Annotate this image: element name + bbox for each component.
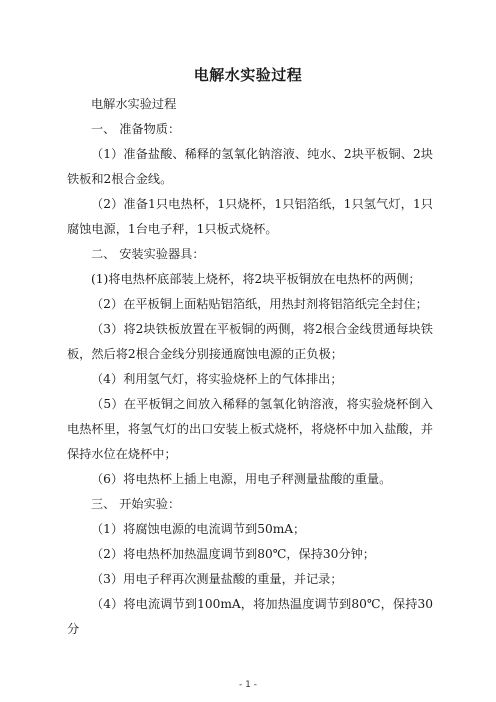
paragraph: （2）准备1只电热杯，1只烧杯，1只铝箔纸，1只氢气灯，1只腐蚀电源，1台电子秤，1只板式烧杯。 xyxy=(67,197,433,236)
paragraph: （6）将电热杯上插上电源，用电子秤测量盐酸的重量。 xyxy=(91,472,392,486)
section-heading: 一、 准备物质： xyxy=(91,122,181,136)
document-title: 电解水实验过程 xyxy=(193,66,303,84)
paragraph: （3）将2块铁板放置在平板铜的两侧，将2根合金线贯通每块铁板，然后将2根合金线分别接通腐蚀电源的正负极； xyxy=(67,322,433,361)
paragraph: （4）利用氢气灯，将实验烧杯上的气体排出； xyxy=(91,372,343,386)
paragraph: 电解水实验过程 xyxy=(91,97,177,111)
page-number: - 1 - xyxy=(239,680,257,690)
paragraph: （1）将腐蚀电源的电流调节到50mA； xyxy=(91,522,306,536)
paragraph: （4）将电流调节到100mA，将加热温度调节到80℃，保持30分 xyxy=(67,597,433,636)
section-heading: 三、 开始实验： xyxy=(91,497,181,511)
paragraph: （5）在平板铜之间放入稀释的氢氧化钠溶液，将实验烧杯倒入电热杯里，将氢气灯的出口安装上板式烧杯，将烧杯中加入盐酸，并保持水位在烧杯中； xyxy=(67,397,433,461)
document-body xyxy=(67,92,433,642)
paragraph: （2）在平板铜上面粘贴铝箔纸，用热封剂将铝箔纸完全封住； xyxy=(91,297,428,311)
paragraph: （1）准备盐酸、稀释的氢氧化钠溶液、纯水、2块平板铜、2块铁板和2根合金线。 xyxy=(67,147,433,186)
paragraph: (1)将电热杯底部装上烧杯，将2块平板铜放在电热杯的两侧； xyxy=(91,272,421,286)
section-heading: 二、 安装实验器具： xyxy=(91,247,205,261)
paragraph: （3）用电子秤再次测量盐酸的重量，并记录； xyxy=(91,572,343,586)
paragraph: （2）将电热杯加热温度调节到80℃，保持30分钟； xyxy=(91,547,375,561)
